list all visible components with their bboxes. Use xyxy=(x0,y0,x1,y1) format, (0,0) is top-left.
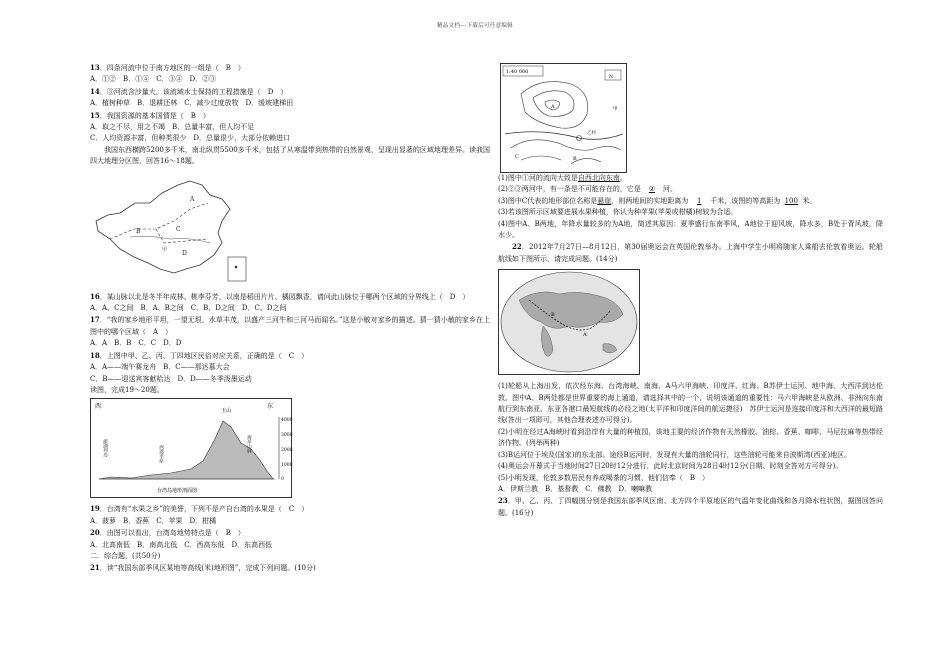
intro-19-20: 读图，完成19～20题。 xyxy=(90,385,164,394)
svg-text:B: B xyxy=(136,227,141,235)
svg-text:西部平原: 西部平原 xyxy=(158,445,164,464)
intro-16-18: 我国东西横跨5200多千米，南北纵贯5500多千米，包括了从寒温带到热带的自然景观，呈现出显著的区域地理差异。读我国四大地理分区图，回答16～18题。 xyxy=(90,145,490,166)
svg-text:海岸山脉: 海岸山脉 xyxy=(246,435,252,454)
q21-part3: (3)图中C代表的地形部位名称是悬崖，则两地间的实地距离为 1 千米，该图的等高距为 100 米。 xyxy=(498,196,817,205)
svg-text:C: C xyxy=(515,154,519,160)
svg-text:A: A xyxy=(583,332,587,339)
svg-text:0: 0 xyxy=(281,477,284,483)
question-15: 15．我国资源的基本国情是（ B ） A．取之不尽，用之不竭 B．总量丰富，但人均不足 C．人均资源丰富，但种类很少 D．总量很少，大部分依赖进口 xyxy=(90,110,290,143)
svg-text:甲: 甲 xyxy=(613,107,618,112)
profile-peak-label: 玉山 xyxy=(221,408,232,415)
svg-text:B: B xyxy=(573,156,577,162)
svg-text:4000: 4000 xyxy=(281,418,293,424)
svg-text:乙村: 乙村 xyxy=(587,131,596,136)
svg-text:C: C xyxy=(176,225,181,233)
svg-text:A: A xyxy=(551,104,555,110)
profile-east-label: 东 xyxy=(267,403,274,411)
question-14: 14．③河流含沙量大，该流域水土保持的工程措施是（ D ） A．植树种草 B．退耕还林 C．减少过度放牧 D．缓坡建梯田 xyxy=(90,86,490,110)
question-13: 13．四条河流中位于南方地区的一组是（ B ） A．①② B．①④ C．③④ D．②③ xyxy=(90,62,490,86)
q22-part3: (3)B运河位于埃及(国家)的东北部。途经B运河时，发现有大量的油轮同行，这些油轮可能来自波斯湾(西亚)地区。 xyxy=(498,450,852,459)
contour-scale: 1:40 000 xyxy=(506,69,529,75)
taiwan-profile-figure xyxy=(90,398,292,498)
svg-text:1000: 1000 xyxy=(281,463,293,469)
question-23: 23．甲、乙、丙、丁四幅图分别是我国东部季风区南、北方四个平原地区的气温年变化曲线和各月降水柱状图，据图回答问题。(16分) xyxy=(498,496,883,517)
svg-text:D: D xyxy=(182,249,187,257)
profile-caption: 台湾岛地形剖面图 xyxy=(157,488,198,495)
q22-part2: (2)小明在经过A海峡时看到沿岸有大量的种植园，该地主要的经济作物有天然橡胶、油棕、香蕉、咖啡、马尼拉麻等热带经济作物。(列举两种) xyxy=(498,427,883,448)
svg-text:3000: 3000 xyxy=(281,433,293,439)
world-route-map xyxy=(498,269,640,375)
contour-map-figure xyxy=(500,63,627,173)
page-header: 精品文档---下载后可任意编辑 xyxy=(436,23,514,29)
right-column xyxy=(498,173,883,519)
profile-west-label: 西 xyxy=(95,403,102,411)
question-22: 22．2012年7月27日—8月12日，第30届奥运会在英国伦敦举办。上海中学生小明将随家人乘船去伦敦看奥运。轮船航线如下图所示，请完成问题。(14分) xyxy=(498,242,883,263)
svg-text:甲: 甲 xyxy=(162,246,168,253)
svg-text:N: N xyxy=(609,75,613,80)
question-19: 19．台湾有“水果之乡”的美誉，下列不是产自台湾的水果是（ C ） A．菠萝 B．香蕉 C．苹果 D．柑橘 xyxy=(90,504,309,525)
svg-text:A: A xyxy=(190,195,195,203)
q21-part4: (3)若该图所示区域要进展水果种植，你认为种苹果(苹果或柑橘)树较为合适。 xyxy=(498,208,738,217)
q22-part1: (1)轮船从上海出发，依次经东海、台湾海峡、南海、A马六甲海峡、印度洋、红海、B苏伊士运河、地中海、大西洋到达伦敦。图中A、B两处都是世界重要的海上通道，请选择其中的一个，说明该通道的重要性：马六甲海峡是从欧洲、非洲向东南航行到东南亚、东亚各港口最短航线的必经之地(太平洋和印度洋间的航运捷径) 苏伊士运河是连接印度洋和大西洋的最短路线(答出一项即可，其他合理表述亦可得分)。 xyxy=(498,382,883,425)
q22-part5-options: A．伊斯兰教 B．基督教 C．佛教 D．喇嘛教 xyxy=(498,484,653,493)
question-17: 17．“我的家乡地形平坦，一望无垠，水草丰茂，以盛产三河牛和三河马而闻名。”这是小敏对家乡的描述。猜一猜小敏的家乡在上图中的哪个区域（ A ） A．A B．B C．C D．D xyxy=(90,315,490,348)
question-20: 20．由图可以看出，台湾岛地势特点是（ B ） A．北高南低 B．南高北低 C．西高东低 D．东高西低 xyxy=(90,528,273,549)
q21-part5: (4)图中A、B两地，年降水量较多的为A地，简述其原因：夏季盛行东南季风，A地位于迎风坡，降水多，B处于背风坡，降水少。 xyxy=(498,219,883,240)
answer-flow-direction: 自西北向东南 xyxy=(577,174,620,182)
section-2-title: 二．综合题。(共50分) xyxy=(90,551,161,560)
left-column xyxy=(90,62,490,575)
q14-options: A．植树种草 B．退耕还林 C．减少过度放牧 D．缓坡建梯田 xyxy=(90,99,294,108)
question-16: 16．某山脉以北是冬半年成林、桃李芬芳，以南是稻田片片、橘园飘香，请问此山脉位于哪两个区域的分界线上（ D ） A．A、C之间 B．A、B之间 C．B、D之间 D．C、D之间 xyxy=(90,291,470,313)
q22-part4: (4)奥运会开幕式于当地时间27日20时12分进行，此时北京时间为28日4时12分(日期、时刻全答对方可得分)。 xyxy=(498,462,843,471)
q21-part2: (2)②③两河中，有一条是不可能存在的，它是 ② 河。 xyxy=(498,185,677,194)
question-18: 18．上图中甲、乙、丙、丁四地区民俗对应关系，正确的是（ C ） A．A——端午赛龙舟 B．C——那达慕大会 C．B——迎送宾客献哈达 D．D——冬季泼墨运动 xyxy=(90,350,309,383)
svg-text:B: B xyxy=(551,312,555,319)
q13-options: A．①② B．①④ C．③④ D．②③ xyxy=(90,75,217,84)
svg-text:2000: 2000 xyxy=(281,448,293,454)
svg-text:澎湖列岛: 澎湖列岛 xyxy=(102,439,108,458)
q22-part5: (5)小明发现，伦敦多数居民有养成喝茶的习惯，他们信奉（ B ） xyxy=(498,473,710,482)
q21-part1: (1)图中①河的流向大致是自西北向东南。 xyxy=(498,174,627,182)
question-21: 21．读“我国东部季风区某地等高线(米)地形图”，完成下列问题。(10分) xyxy=(90,563,316,573)
china-regions-map xyxy=(90,173,248,283)
